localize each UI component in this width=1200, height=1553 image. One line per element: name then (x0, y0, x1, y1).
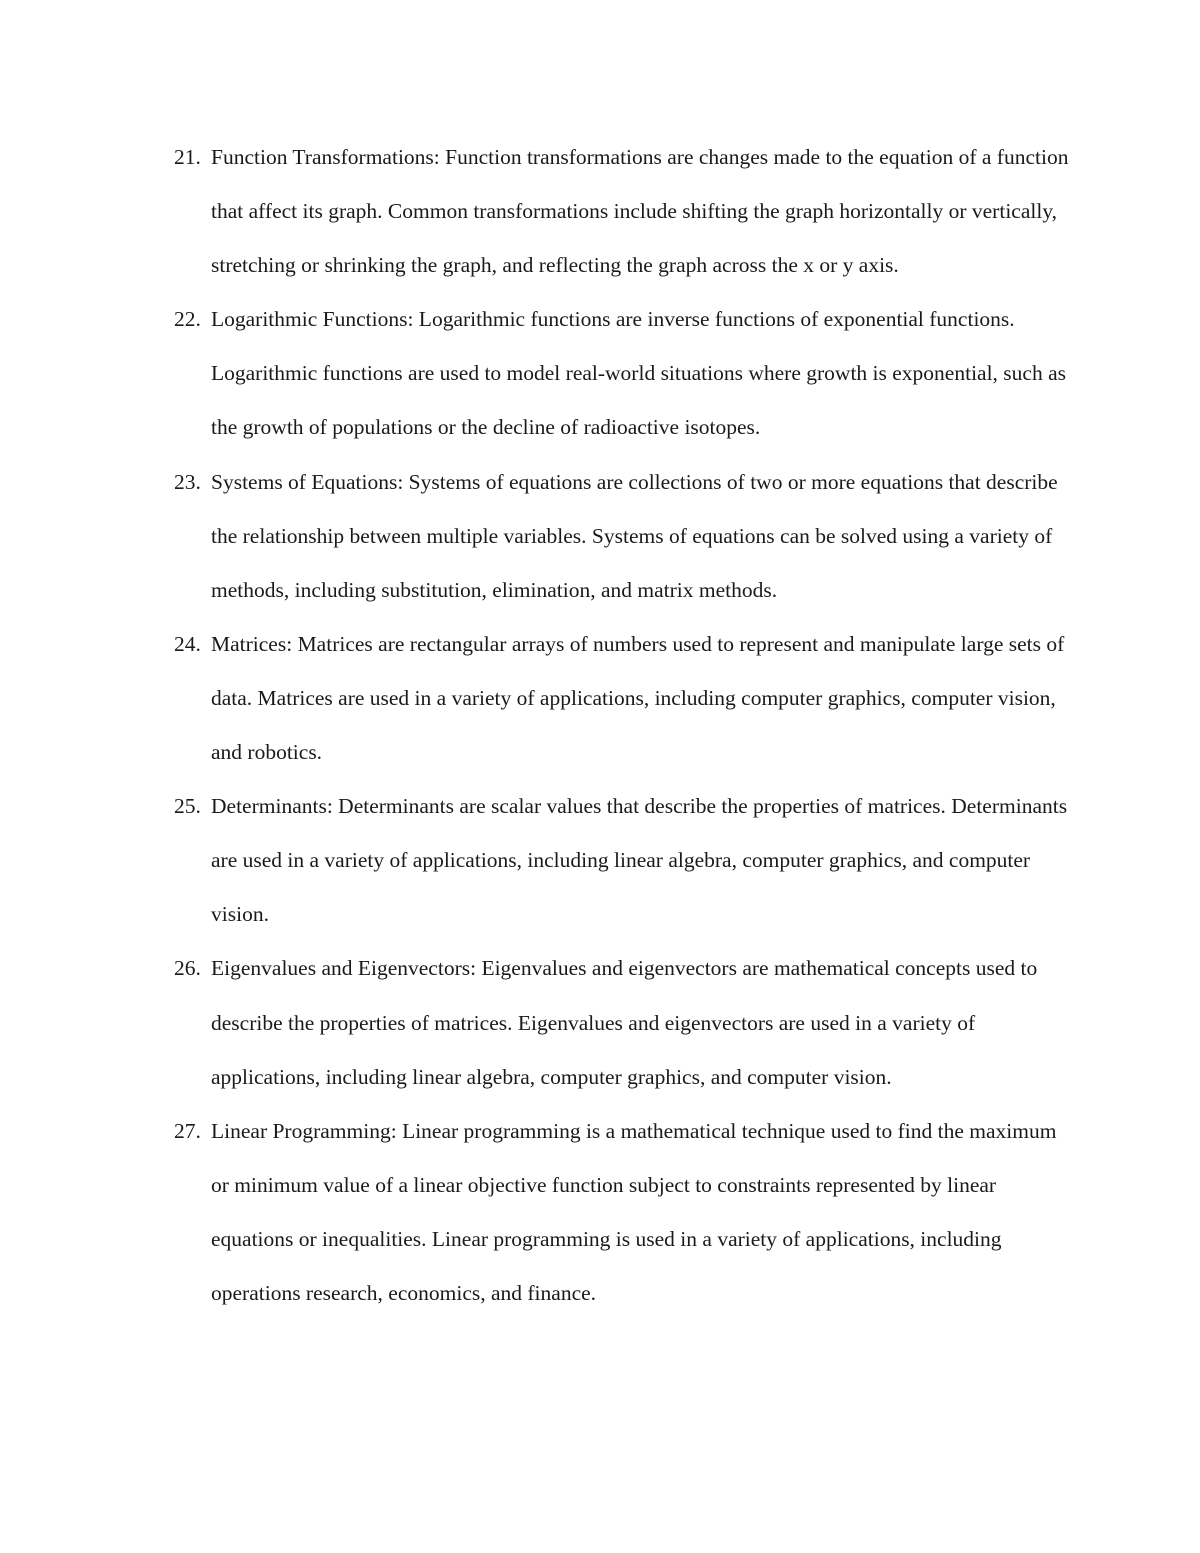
item-number: 23. (174, 469, 201, 494)
list-item (174, 455, 1071, 617)
list-item (174, 617, 1071, 779)
list-item (174, 292, 1071, 454)
item-text: Logarithmic Functions: Logarithmic functions are inverse functions of exponential functions. Logarithmic functions are used to model real-world situations where growth is exponential, such as the growth of populations or the decline of radioactive isotopes. (211, 307, 1067, 440)
item-text: Matrices: Matrices are rectangular arrays of numbers used to represent and manipulate large sets of data. Matrices are used in a variety of applications, including computer graphics, computer vision, and robotics. (211, 631, 1065, 765)
item-number: 22. (174, 307, 201, 332)
item-text: Function Transformations: Function transformations are changes made to the equation of a function that affect its graph. Common transformations include shifting the graph horizontally or vertically, stretching or shrinking the graph, and reflecting the graph across the x or y axis. (211, 145, 1069, 278)
item-number: 21. (174, 145, 201, 169)
list-item (174, 941, 1071, 1103)
item-text: Eigenvalues and Eigenvectors: Eigenvalues and eigenvectors are mathematical concepts used to describe the properties of matrices. Eigenvalues and eigenvectors are used in a variety of applications, including linear algebra, computer graphics, and computer vision. (211, 956, 1038, 1089)
item-text: Systems of Equations: Systems of equations are collections of two or more equations that describe the relationship between multiple variables. Systems of equations can be solved using a variety of methods, including substitution, elimination, and matrix methods. (211, 469, 1058, 602)
item-number: 24. (174, 631, 201, 656)
item-number: 26. (174, 956, 201, 981)
list-item (174, 130, 1071, 292)
list-item (174, 779, 1071, 941)
item-number: 25. (174, 794, 201, 819)
item-number: 27. (174, 1118, 201, 1143)
numbered-list (174, 130, 1071, 1320)
item-text: Linear Programming: Linear programming is a mathematical technique used to find the maximum or minimum value of a linear objective function subject to constraints represented by linear equations or inequalities. Linear programming is used in a variety of applications, including operations research, economics, and finance. (211, 1118, 1057, 1305)
item-text: Determinants: Determinants are scalar values that describe the properties of matrices. Determinants are used in a variety of applications, including linear algebra, computer graphics, and computer vision. (211, 794, 1068, 927)
list-item (174, 1104, 1071, 1320)
